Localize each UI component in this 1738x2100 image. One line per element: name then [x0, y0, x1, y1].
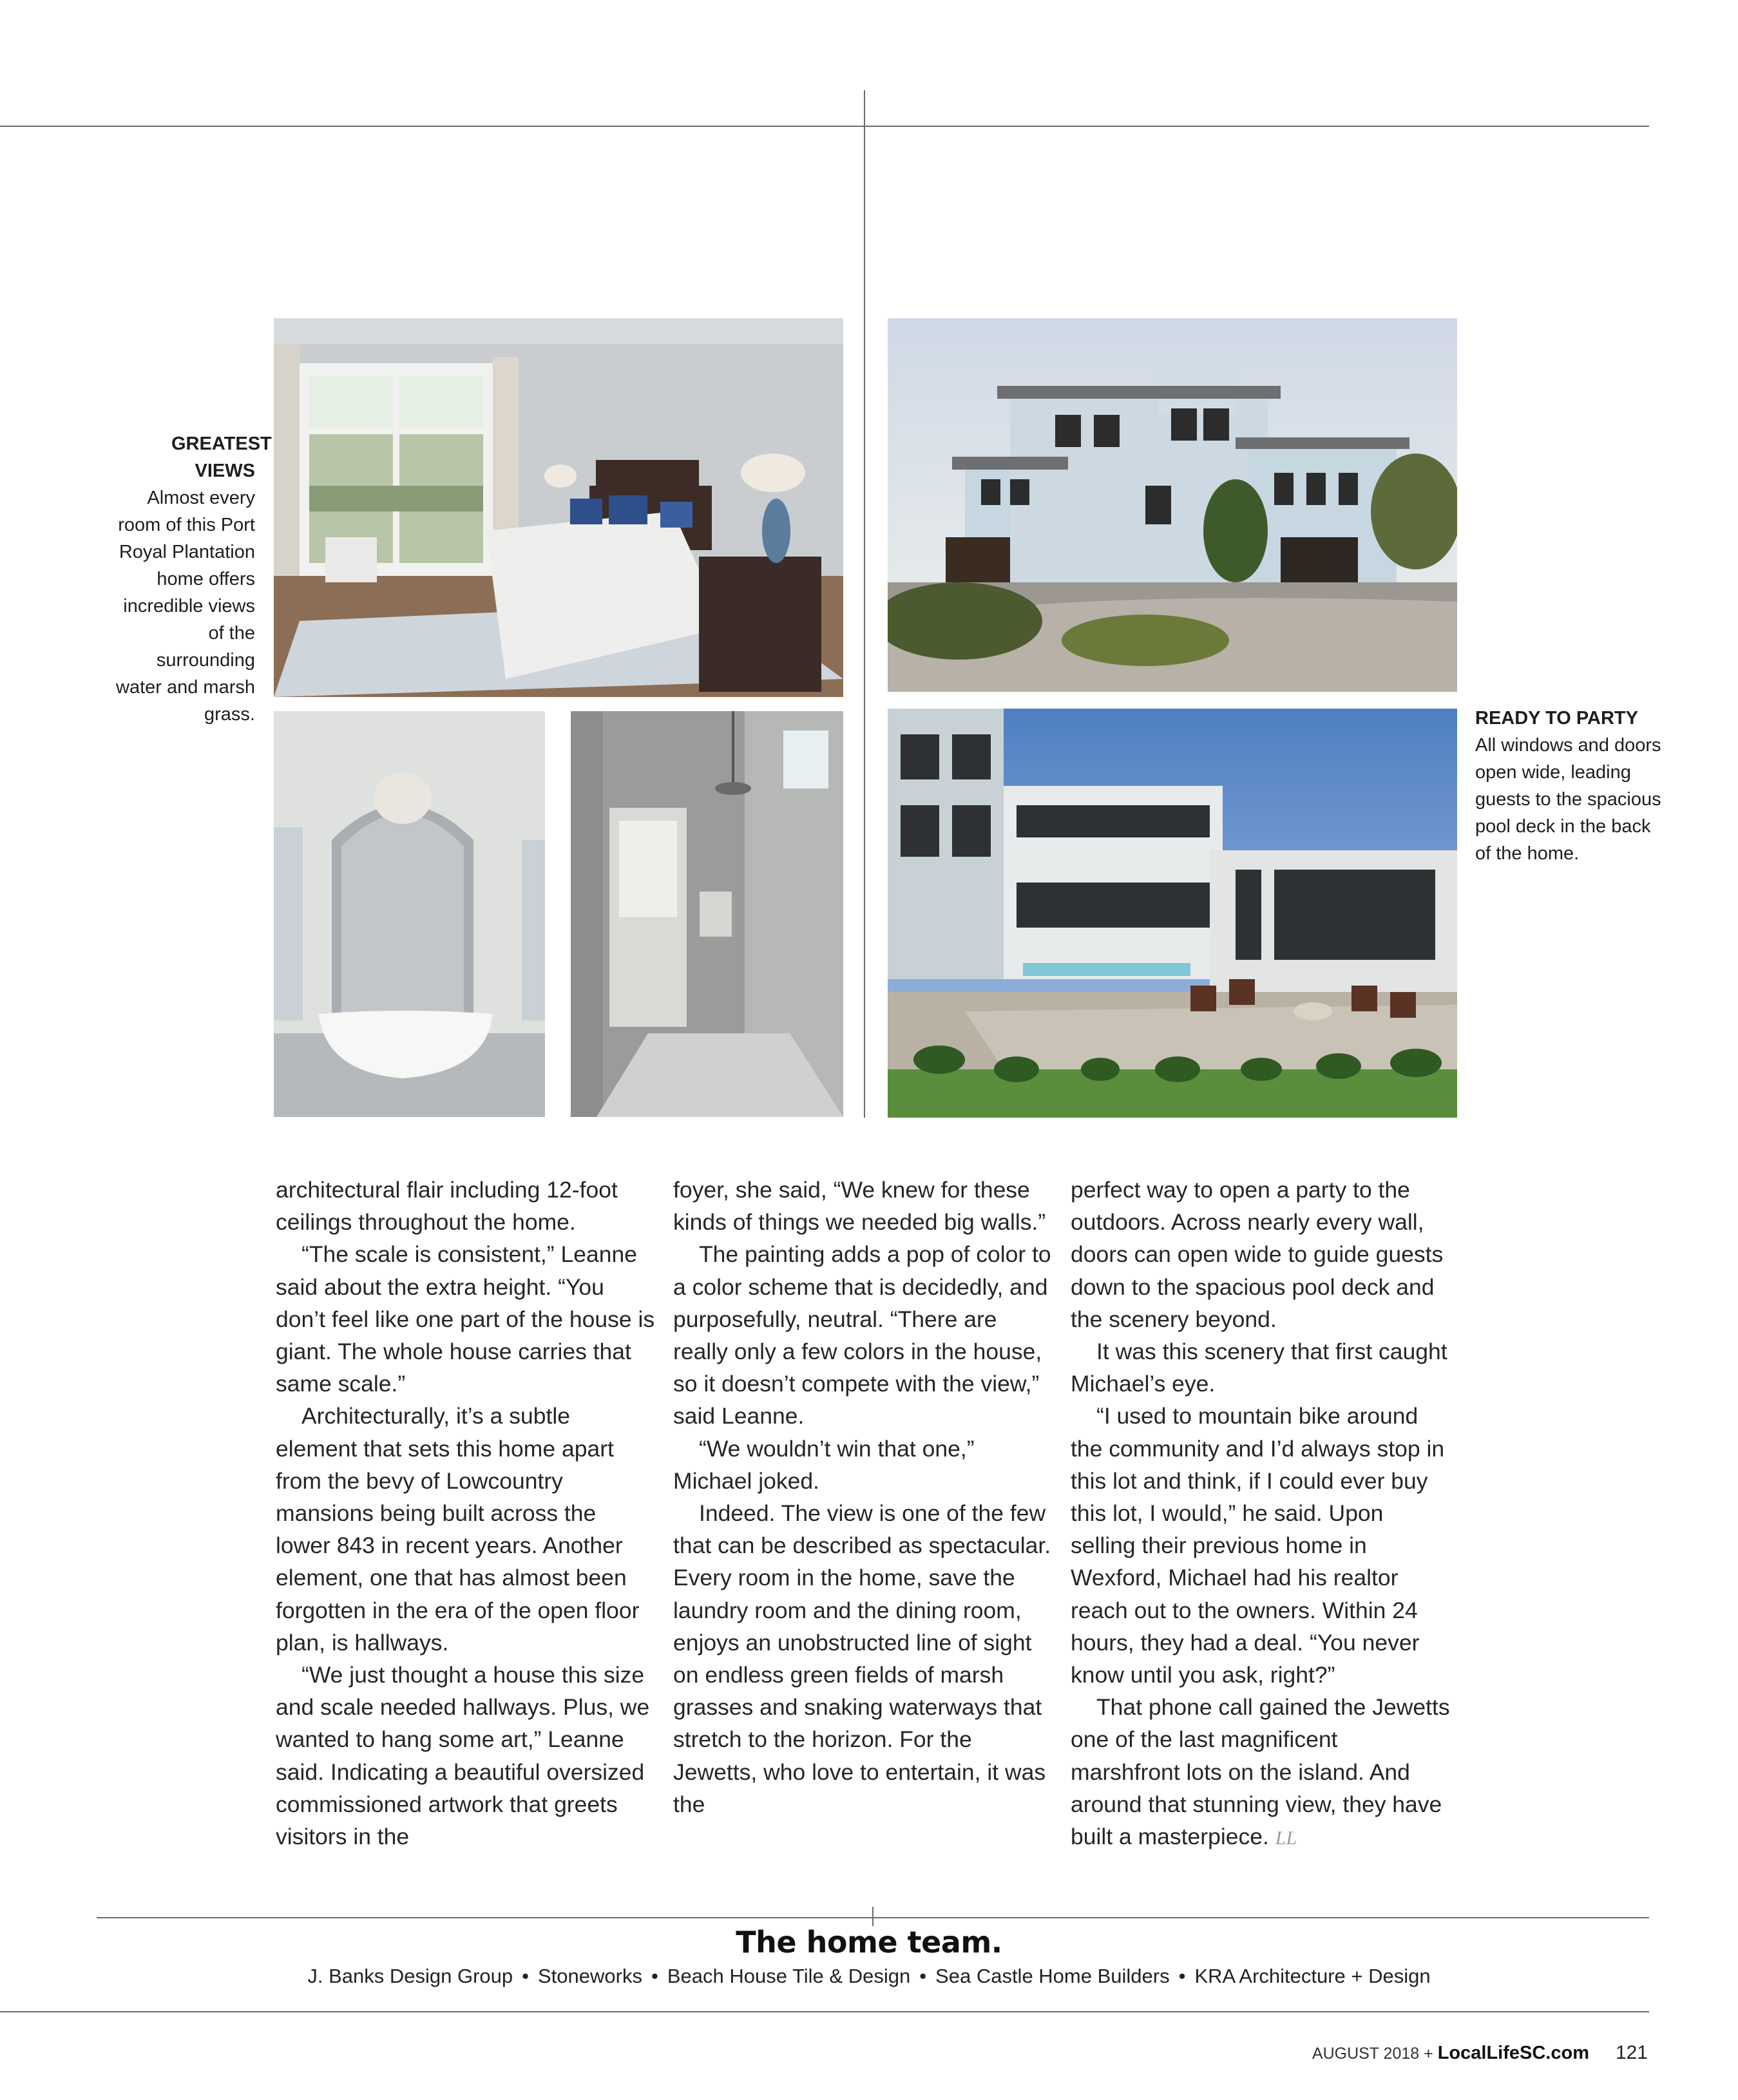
team-rule-bottom [0, 2011, 1649, 2012]
caption-title: GREATEST VIEWS [171, 434, 272, 481]
paragraph: “I used to mountain bike around the community and I’d always stop in this lot and think, if I could ever buy this lot, I would,” he said. Upon selling their previous home in Wexford, Michael had his realtor reach out to the owners. Within 24 hours, they had a deal. “You never know until you ask, right?” [1071, 1403, 1445, 1688]
paragraph-last [1071, 1691, 1451, 1855]
team-member: KRA Architecture + Design [1194, 1965, 1431, 1987]
article-column-2 [673, 1174, 1053, 1820]
signoff-mark: LL [1275, 1828, 1297, 1849]
paragraph-text: That phone call gained the Jewetts one of the last magnificent marshfront lots on the island. And around that stunning view, they have built a masterpiece. [1071, 1694, 1450, 1850]
shower-photo [571, 711, 843, 1117]
article-column-1 [276, 1174, 656, 1853]
team-member: Sea Castle Home Builders [935, 1965, 1170, 1987]
caption-greatest-views [107, 430, 272, 728]
issue-date: AUGUST 2018 [1312, 2045, 1420, 2063]
folio-plus: + [1424, 2045, 1433, 2063]
separator: • [919, 1965, 927, 1987]
paragraph: perfect way to open a party to the outdoors. Across nearly every wall, doors can open wide to guide guests down to the spacious pool deck and the scenery beyond. [1071, 1177, 1444, 1332]
caption-body: Almost every room of this Port Royal Plantation home offers incredible views of the surrounding water and marsh grass. [116, 488, 255, 725]
top-rule [0, 126, 1649, 127]
page-number: 121 [1615, 2042, 1648, 2063]
caption-body: All windows and doors open wide, leading guests to the spacious pool deck in the back of the home. [1475, 735, 1661, 864]
bathtub-photo [274, 711, 545, 1117]
article-column-3 [1071, 1174, 1451, 1855]
front-exterior-photo [888, 318, 1457, 692]
bedroom-photo [274, 318, 843, 697]
separator: • [522, 1965, 529, 1987]
paragraph: “We wouldn’t win that one,” Michael joked. [673, 1435, 975, 1494]
team-member: Beach House Tile & Design [667, 1965, 911, 1987]
back-exterior-photo [888, 709, 1457, 1118]
team-member: Stoneworks [537, 1965, 642, 1987]
separator: • [651, 1965, 658, 1987]
paragraph: architectural flair including 12-foot ceilings throughout the home. [276, 1177, 618, 1236]
paragraph: Indeed. The view is one of the few that can be described as spectacular. Every room in the home, save the laundry room and the dining room, enjoys an unobstructed line of sight on endless green fields of marsh grasses and snaking waterways that stretch to the horizon. For the Jewetts, who love to entertain, it was the [673, 1500, 1051, 1817]
team-rule-tick [872, 1907, 874, 1926]
paragraph: foyer, she said, “We knew for these kinds of things we needed big walls.” [673, 1177, 1046, 1236]
paragraph: “The scale is consistent,” Leanne said about the extra height. “You don’t feel like one part of the house is giant. The whole house carries that same scale.” [276, 1241, 655, 1397]
paragraph: The painting adds a pop of color to a color scheme that is decidedly, and purposefully, neutral. “There are really only a few colors in the house, so it doesn’t compete with the view,” said Leanne. [673, 1241, 1051, 1429]
home-team-title: The home team. [736, 1925, 1002, 1960]
paragraph: Architecturally, it’s a subtle element that sets this home apart from the bevy of Lowcountry mansions being built across the lower 843 in recent years. Another element, one that has almost been forgotten in the era of the open floor plan, is hallways. [276, 1403, 640, 1656]
website-link[interactable]: LocalLifeSC.com [1437, 2043, 1589, 2063]
center-divider [864, 90, 865, 1118]
paragraph: “We just thought a house this size and scale needed hallways. Plus, we wanted to hang some art,” Leanne said. Indicating a beautiful oversized commissioned artwork that greets visitors in the [276, 1662, 650, 1850]
paragraph: It was this scenery that first caught Michael’s eye. [1071, 1339, 1447, 1397]
caption-ready-to-party [1475, 705, 1662, 867]
caption-title: READY TO PARTY [1475, 708, 1638, 729]
team-member: J. Banks Design Group [307, 1965, 513, 1987]
page-folio [1312, 2042, 1648, 2064]
separator: • [1178, 1965, 1186, 1987]
home-team-list [0, 1965, 1738, 1988]
